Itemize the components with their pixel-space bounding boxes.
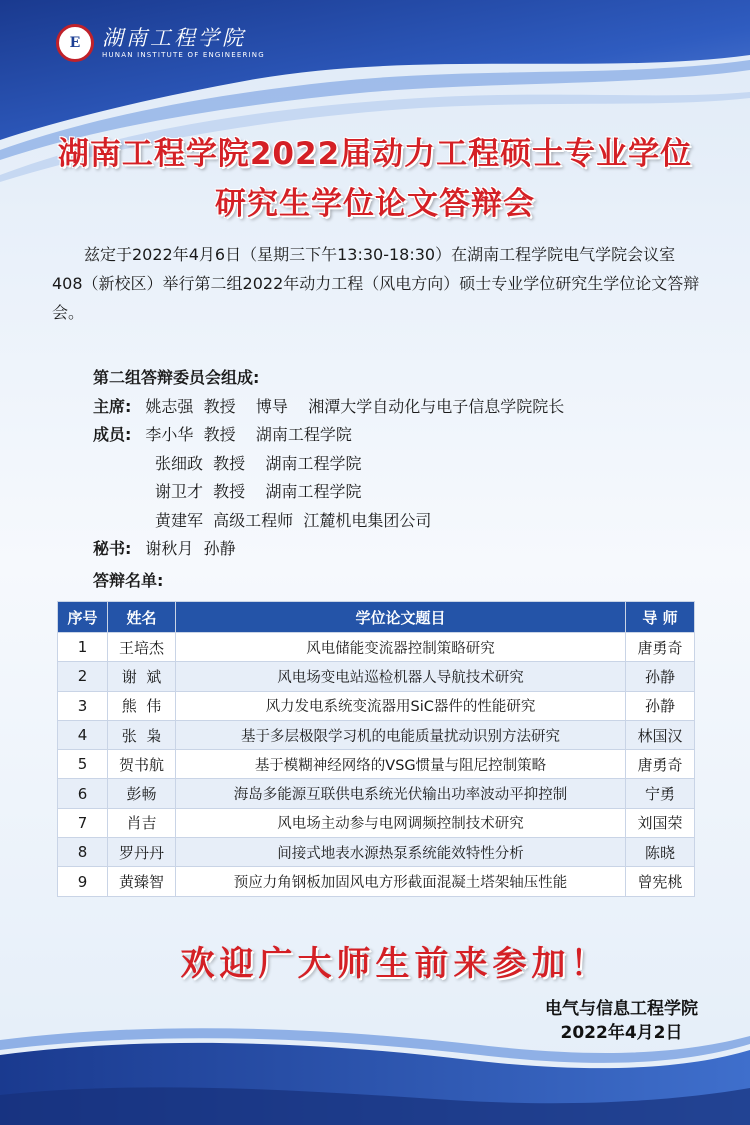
cell-advisor: 孙静 [626, 691, 695, 720]
school-logo [56, 24, 265, 62]
secretary-label: 秘书: [93, 539, 132, 558]
signature-date: 2022年4月2日 [560, 1023, 683, 1043]
committee-member-row [93, 421, 564, 450]
cell-advisor: 唐勇奇 [626, 750, 695, 779]
cell-no: 7 [58, 808, 108, 837]
member-value: 谢卫才 教授 湖南工程学院 [155, 482, 362, 501]
table-row [58, 633, 695, 662]
cell-name: 黄臻智 [108, 867, 176, 896]
table-row [58, 691, 695, 720]
members-label: 成员: [93, 425, 132, 444]
cell-topic: 风力发电系统变流器用SiC器件的性能研究 [176, 691, 626, 720]
table-row [58, 808, 695, 837]
table-header-row [58, 602, 695, 633]
secretary-value: 谢秋月 孙静 [145, 539, 236, 558]
committee-member-row [93, 507, 564, 536]
cell-name: 张 枭 [108, 720, 176, 749]
cell-advisor: 宁勇 [626, 779, 695, 808]
table-row [58, 662, 695, 691]
cell-topic: 基于模糊神经网络的VSG惯量与阻尼控制策略 [176, 750, 626, 779]
table-row [58, 838, 695, 867]
intro-paragraph: 兹定于2022年4月6日（星期三下午13:30-18:30）在湖南工程学院电气学院会议室408（新校区）举行第二组2022年动力工程（风电方向）硕士专业学位研究生学位论文答辩会。 [52, 245, 700, 322]
page-title-line2: 研究生学位论文答辩会 [215, 186, 535, 222]
cell-topic: 海岛多能源互联供电系统光伏输出功率波动平抑控制 [176, 779, 626, 808]
cell-name: 贺书航 [108, 750, 176, 779]
col-header-topic: 学位论文题目 [176, 602, 626, 633]
cell-no: 8 [58, 838, 108, 867]
cell-no: 5 [58, 750, 108, 779]
cell-advisor: 曾宪桃 [626, 867, 695, 896]
school-name-en: HUNAN INSTITUTE OF ENGINEERING [102, 51, 265, 59]
school-emblem-icon: E [56, 24, 94, 62]
member-value: 黄建军 高级工程师 江麓机电集团公司 [155, 510, 432, 530]
member-value: 李小华 教授 湖南工程学院 [145, 425, 352, 444]
committee-chair-row [93, 393, 564, 422]
committee-section [93, 364, 564, 564]
school-name-cn: 湖南工程学院 [102, 26, 246, 50]
cell-name: 王培杰 [108, 633, 176, 662]
committee-member-row [93, 450, 564, 479]
member-value: 张细政 教授 湖南工程学院 [155, 453, 362, 473]
committee-heading: 第二组答辩委员会组成: [93, 368, 260, 387]
cell-no: 6 [58, 779, 108, 808]
cell-topic: 风电储能变流器控制策略研究 [176, 633, 626, 662]
cell-advisor: 孙静 [626, 662, 695, 691]
cell-topic: 预应力角钢板加固风电方形截面混凝土塔架轴压性能 [176, 867, 626, 896]
cell-topic: 间接式地表水源热泵系统能效特性分析 [176, 838, 626, 867]
cell-topic: 基于多层极限学习机的电能质量扰动识别方法研究 [176, 720, 626, 749]
chair-label: 主席: [93, 396, 132, 416]
cell-no: 3 [58, 691, 108, 720]
cell-topic: 风电场主动参与电网调频控制技术研究 [176, 808, 626, 837]
cell-name: 谢 斌 [108, 662, 176, 691]
defense-list-title: 答辩名单: [93, 571, 164, 590]
cell-no: 2 [58, 662, 108, 691]
signature-org: 电气与信息工程学院 [545, 999, 698, 1019]
cell-name: 熊 伟 [108, 691, 176, 720]
cell-advisor: 刘国荣 [626, 808, 695, 837]
table-row [58, 779, 695, 808]
table-row [58, 867, 695, 896]
cell-name: 罗丹丹 [108, 838, 176, 867]
cell-advisor: 唐勇奇 [626, 633, 695, 662]
defense-table [57, 601, 695, 897]
col-header-name: 姓名 [108, 602, 176, 633]
committee-member-row [93, 478, 564, 507]
col-header-advisor: 导 师 [626, 602, 695, 633]
cell-advisor: 林国汉 [626, 720, 695, 749]
table-row [58, 750, 695, 779]
cell-no: 4 [58, 720, 108, 749]
cell-name: 肖吉 [108, 808, 176, 837]
col-header-no: 序号 [58, 602, 108, 633]
page-title-line1: 湖南工程学院2022届动力工程硕士专业学位 [57, 136, 693, 172]
cell-advisor: 陈晓 [626, 838, 695, 867]
chair-value: 姚志强 教授 博导 湘潭大学自动化与电子信息学院院长 [145, 396, 565, 416]
signature-block [545, 997, 698, 1045]
welcome-banner: 欢迎广大师生前来参加！ [180, 944, 610, 984]
committee-secretary-row [93, 535, 564, 564]
cell-no: 1 [58, 633, 108, 662]
table-row [58, 720, 695, 749]
cell-no: 9 [58, 867, 108, 896]
cell-name: 彭畅 [108, 779, 176, 808]
cell-topic: 风电场变电站巡检机器人导航技术研究 [176, 662, 626, 691]
